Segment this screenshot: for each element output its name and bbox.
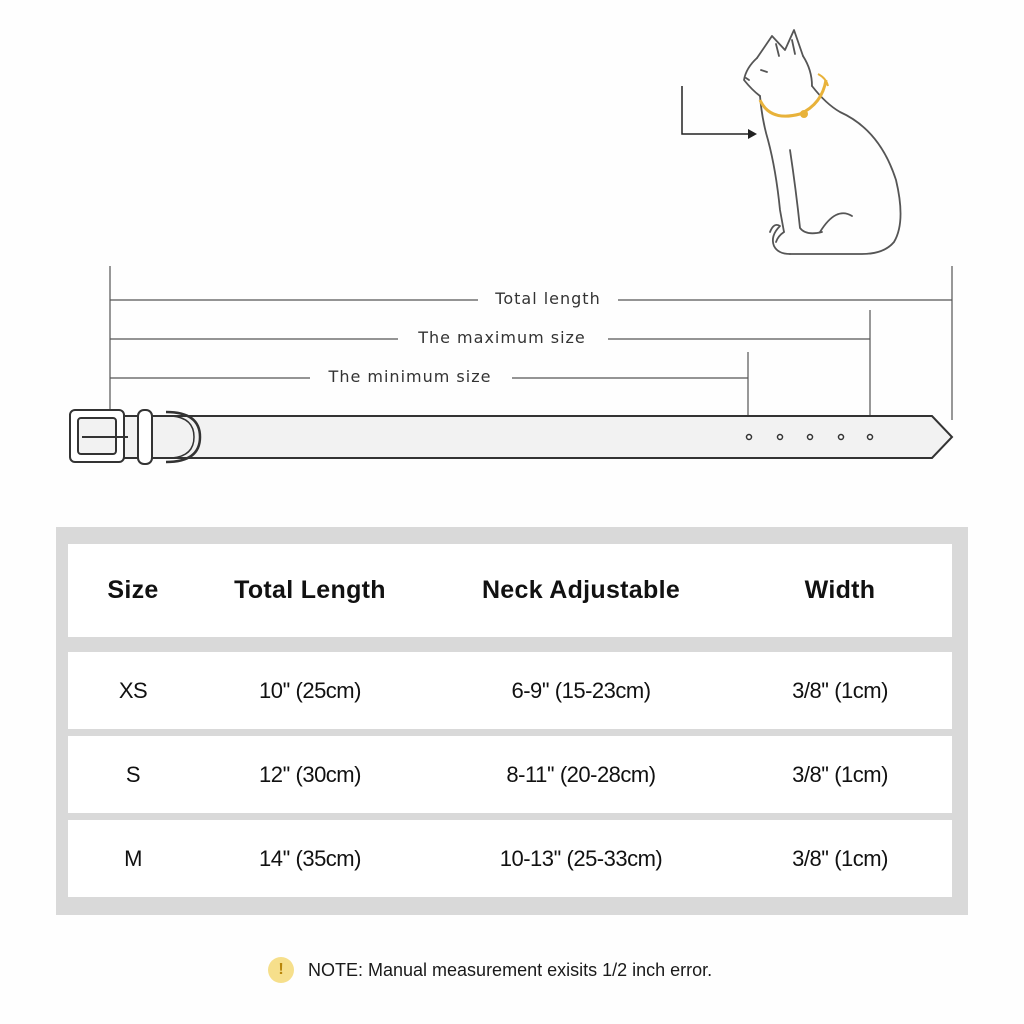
collar-diagram <box>0 0 1024 500</box>
cat-illustration <box>744 30 901 254</box>
strap-hole <box>839 435 844 440</box>
total-length-cell: 10'' (25cm) <box>259 677 361 703</box>
neck-adjustable-cell: 8-11'' (20-28cm) <box>506 761 656 787</box>
strap-hole <box>747 435 752 440</box>
header-width: Width <box>804 576 876 604</box>
table-row <box>68 652 952 729</box>
strap-hole <box>778 435 783 440</box>
size-cell: XS <box>118 677 148 703</box>
total-length-label: Total length <box>495 289 601 308</box>
neck-pointer-arrow <box>682 86 757 139</box>
total-length-cell: 12'' (30cm) <box>259 761 361 787</box>
size-cell: M <box>124 845 142 871</box>
header-neck-adjustable: Neck Adjustable <box>481 576 681 604</box>
header-total-length: Total Length <box>234 576 386 604</box>
cat-collar-icon <box>760 74 828 118</box>
strap-hole <box>868 435 873 440</box>
neck-adjustable-cell: 6-9'' (15-23cm) <box>511 677 651 703</box>
header-size: Size <box>107 576 159 604</box>
size-chart-table <box>56 527 968 915</box>
table-header-row <box>68 544 952 637</box>
total-length-cell: 14'' (35cm) <box>259 845 361 871</box>
neck-adjustable-cell: 10-13'' (25-33cm) <box>499 845 663 871</box>
buckle-icon <box>70 410 128 462</box>
maximum-size-label: The maximum size <box>418 328 586 347</box>
warning-icon: ! <box>268 957 294 983</box>
keeper-loop <box>138 410 152 464</box>
table-row <box>68 820 952 897</box>
collar-strap <box>122 416 952 458</box>
table-row <box>68 736 952 813</box>
width-cell: 3/8'' (1cm) <box>792 845 888 871</box>
size-cell: S <box>125 761 141 787</box>
strap-hole <box>808 435 813 440</box>
width-cell: 3/8'' (1cm) <box>792 677 888 703</box>
minimum-size-label: The minimum size <box>328 367 492 386</box>
note-text: NOTE: Manual measurement exisits 1/2 inch error. <box>308 959 713 980</box>
measurement-note <box>268 956 712 984</box>
width-cell: 3/8'' (1cm) <box>792 761 888 787</box>
